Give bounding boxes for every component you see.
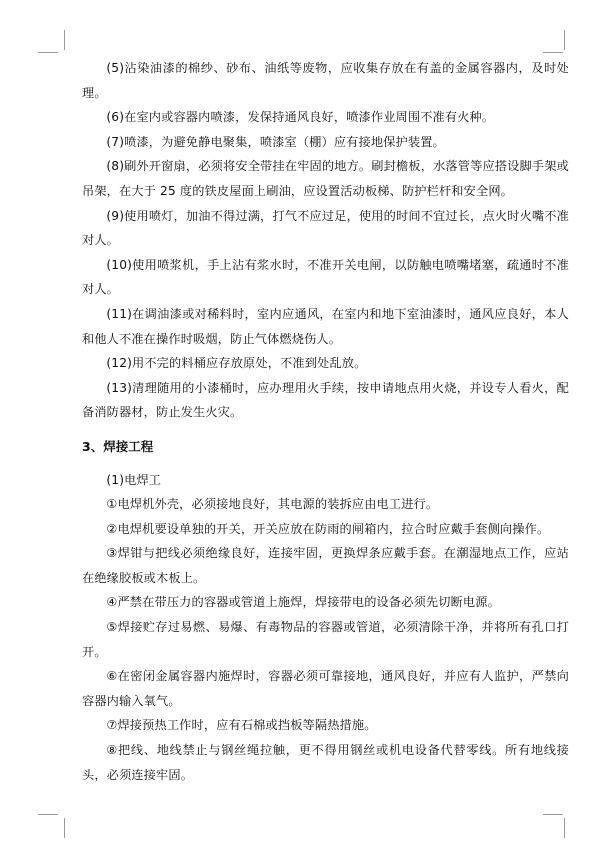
section-heading-welding: 3、焊接工程 (82, 438, 154, 454)
crop-mark-bottom-left-horizontal (38, 814, 58, 815)
crop-mark-bottom-left-vertical (64, 818, 65, 838)
welding-rule-4: ④严禁在带压力的容器或管道上施焊，焊接带电的设备必须先切断电源。 (106, 595, 500, 610)
crop-mark-bottom-right-horizontal (543, 814, 563, 815)
welding-rule-6: ⑥在密闭金属容器内施焊时，容器必须可靠接地，通风良好，并应有人监护，严禁向容器内输入氧气。 (82, 669, 569, 708)
painting-rule-9: (9)使用喷灯，加油不得过满，打气不应过足，使用的时间不宜过长，点火时火嘴不准对人。 (82, 208, 569, 248)
crop-mark-top-left-horizontal (38, 52, 58, 53)
painting-rule-8: (8)刷外开窗扇，必须将安全带挂在牢固的地方。刷封檐板，水落管等应搭设脚手架或吊架，在大于 25 度的铁皮屋面上刷油，应设置活动板梯、防护栏杆和安全网。 (82, 159, 569, 198)
crop-mark-top-right-vertical (564, 30, 565, 50)
painting-rule-13: (13)清理随用的小漆桶时，应办理用火手续，按申请地点用火烧，并设专人看火，配备消防器材，防止发生火灾。 (82, 380, 569, 420)
welding-rule-3: ③焊钳与把线必须绝缘良好，连接牢固，更换焊条应戴手套。在潮湿地点工作，应站在绝缘胶板或木板上。 (82, 546, 569, 585)
painting-rule-7: (7)喷漆，为避免静电聚集，喷漆室（棚）应有接地保护装置。 (106, 134, 445, 149)
crop-mark-top-left-vertical (64, 30, 65, 50)
painting-rule-11: (11)在调油漆或对稀料时，室内应通风，在室内和地下室油漆时，通风应良好，本人和他人不准在操作时吸烟，防止气体燃烧伤人。 (82, 306, 569, 346)
welding-rule-8: ⑧把线、地线禁止与钢丝绳拉触，更不得用钢丝或机电设备代替零线。所有地线接头，必须连接牢固。 (82, 743, 569, 782)
welding-rule-7: ⑦焊接预热工作时，应有石棉或挡板等隔热措施。 (106, 718, 377, 733)
crop-mark-bottom-right-vertical (564, 818, 565, 838)
crop-mark-top-right-horizontal (543, 52, 563, 53)
painting-rule-6: (6)在室内或容器内喷漆，发保持通风良好，喷漆作业周围不准有火种。 (106, 110, 495, 125)
welding-rule-5: ⑤焊接贮存过易燃、易爆、有毒物品的容器或管道，必须清除干净，并将所有孔口打开。 (82, 620, 569, 659)
welding-rule-1: ①电焊机外壳，必须接地良好，其电源的装拆应由电工进行。 (106, 497, 439, 512)
painting-rule-10: (10)使用喷浆机，手上沾有浆水时，不准开关电闸，以防触电喷嘴堵塞，疏通时不准对人。 (82, 257, 569, 297)
welding-subheading-welder: (1)电焊工 (106, 472, 162, 487)
document-body (82, 56, 569, 787)
welding-rule-2: ②电焊机要设单独的开关，开关应放在防雨的闸箱内，拉合时应戴手套侧向操作。 (106, 521, 550, 536)
painting-rule-12: (12)用不完的料桶应存放原处，不准到处乱放。 (106, 356, 367, 371)
painting-rule-5: (5)沾染油漆的棉纱、砂布、油纸等废物，应收集存放在有盖的金属容器内，及时处理。 (82, 61, 569, 100)
